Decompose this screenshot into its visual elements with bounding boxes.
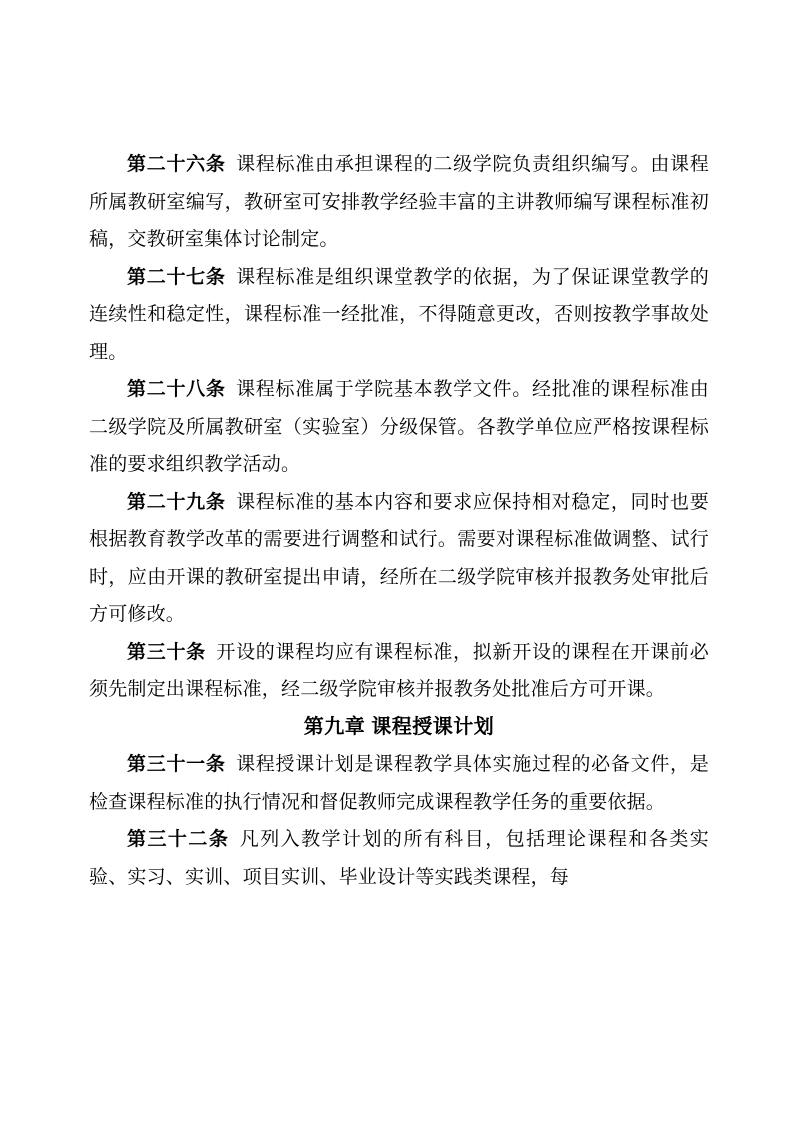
article-26 [89,146,709,259]
article-30 [89,634,709,709]
article-28-label: 第二十八条 [127,379,226,400]
article-31 [89,746,709,821]
article-32-text: 凡列入教学计划的所有科目，包括理论课程和各类实验、实习、实训、项目实训、毕业设计等实践类课程，每 [89,829,709,888]
document-content [89,146,709,896]
article-28 [89,371,709,484]
article-32-label: 第三十二条 [127,829,230,850]
article-30-text: 开设的课程均应有课程标准，拟新开设的课程在开课前必须先制定出课程标准，经二级学院审核并报教务处批准后方可开课。 [89,641,709,700]
article-27 [89,259,709,372]
article-26-text: 课程标准由承担课程的二级学院负责组织编写。由课程所属教研室编写，教研室可安排教学经验丰富的主讲教师编写课程标准初稿，交教研室集体讨论制定。 [89,154,709,250]
article-31-label: 第三十一条 [127,754,226,775]
article-26-label: 第二十六条 [127,154,226,175]
article-30-label: 第三十条 [127,641,206,663]
chapter-9-heading: 第九章 课程授课计划 [303,715,495,738]
article-32 [89,821,709,896]
article-29-text: 课程标准的基本内容和要求应保持相对稳定，同时也要根据教育教学改革的需要进行调整和试行。需要对课程标准做调整、试行时，应由开课的教研室提出申请，经所在二级学院审核并报教务处审批后方可修改。 [89,491,709,625]
article-27-label: 第二十七条 [127,266,226,288]
article-29 [89,484,709,634]
article-27-text: 课程标准是组织课堂教学的依据，为了保证课堂教学的连续性和稳定性，课程标准一经批准，不得随意更改，否则按教学事故处理。 [89,266,709,363]
article-31-text: 课程授课计划是课程教学具体实施过程的必备文件，是检查课程标准的执行情况和督促教师完成课程教学任务的重要依据。 [89,754,709,813]
article-29-label: 第二十九条 [127,491,226,513]
article-28-text: 课程标准属于学院基本教学文件。经批准的课程标准由二级学院及所属教研室（实验室）分级保管。各教学单位应严格按课程标准的要求组织教学活动。 [89,379,709,475]
